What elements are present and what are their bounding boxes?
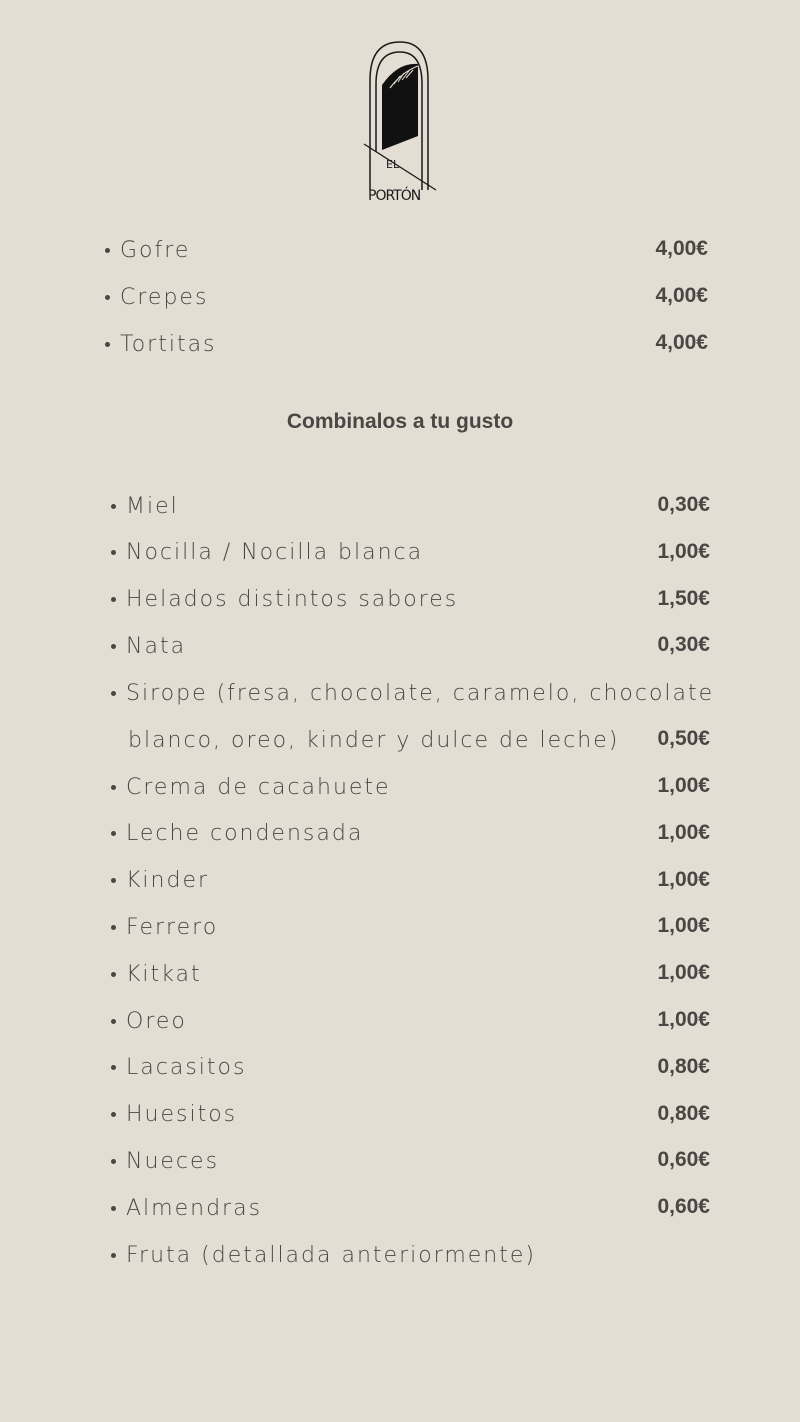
topping-item — [111, 912, 218, 942]
svg-text:EL: EL — [386, 158, 400, 171]
item-name: Ferrero — [126, 914, 219, 940]
item-name: Nocilla / Nocilla blanca — [126, 540, 424, 566]
bullet-icon — [105, 295, 110, 300]
base-item — [105, 235, 190, 265]
bullet-icon — [111, 1112, 116, 1117]
base-item — [105, 282, 208, 312]
item-price: 1,00€ — [657, 914, 710, 938]
bullet-icon — [111, 831, 116, 836]
bullet-icon — [111, 1253, 116, 1258]
bullet-icon — [111, 878, 116, 883]
item-price: 0,80€ — [657, 1101, 710, 1125]
bullet-icon — [111, 785, 116, 790]
bullet-icon — [111, 644, 116, 649]
item-price: 1,00€ — [657, 774, 710, 797]
topping-item — [111, 1146, 219, 1176]
bullet-icon — [111, 691, 116, 696]
item-price: 4,00€ — [655, 284, 708, 307]
item-name: Miel — [126, 493, 179, 519]
bullet-icon — [111, 925, 116, 930]
item-name: Kinder — [126, 868, 210, 894]
base-item — [105, 329, 217, 359]
item-price: 1,00€ — [657, 1008, 710, 1031]
item-price: 4,00€ — [655, 331, 708, 354]
item-price: 0,30€ — [657, 493, 710, 516]
item-name: blanco, oreo, kinder y dulce de leche) — [128, 727, 620, 753]
item-name: Almendras — [126, 1195, 263, 1221]
item-name: Crema de cacahuete — [126, 774, 391, 800]
item-name: Huesitos — [126, 1102, 238, 1128]
item-name: Leche condensada — [126, 821, 364, 847]
topping-item — [111, 678, 714, 708]
bullet-icon — [111, 1159, 116, 1164]
bullet-icon — [111, 550, 116, 555]
item-name: Tortitas — [120, 331, 217, 357]
item-name: Fruta (detallada anteriormente) — [126, 1242, 536, 1268]
bullet-icon — [111, 1206, 116, 1211]
topping-item — [111, 491, 179, 521]
topping-item — [111, 1053, 246, 1083]
item-price: 1,00€ — [657, 961, 710, 985]
el-porton-logo — [362, 40, 438, 204]
item-price: 0,60€ — [657, 1195, 710, 1219]
item-price: 0,50€ — [657, 727, 710, 751]
item-name: Nata — [126, 633, 187, 659]
bullet-icon — [111, 597, 116, 602]
bullet-icon — [105, 342, 110, 347]
item-name: Nueces — [126, 1148, 220, 1174]
item-name: Gofre — [120, 237, 191, 263]
item-price: 0,30€ — [657, 633, 710, 657]
item-name: Sirope (fresa, chocolate, caramelo, chocolate — [126, 680, 715, 706]
topping-item — [111, 1193, 262, 1223]
item-name: Crepes — [120, 284, 209, 310]
topping-item — [111, 866, 209, 896]
topping-item — [111, 1100, 237, 1130]
topping-item — [111, 959, 202, 989]
item-price: 4,00€ — [655, 237, 708, 260]
topping-item-continuation — [128, 725, 619, 755]
item-name: Kitkat — [126, 961, 202, 987]
topping-item — [111, 1240, 536, 1270]
item-price: 0,80€ — [657, 1054, 710, 1078]
topping-item — [111, 819, 363, 849]
svg-text:PORTÓN: PORTÓN — [368, 188, 421, 204]
item-price: 1,00€ — [657, 539, 710, 563]
item-price: 1,00€ — [657, 820, 710, 844]
bullet-icon — [111, 1019, 116, 1024]
bullet-icon — [111, 504, 116, 509]
bullet-icon — [105, 248, 110, 253]
item-name: Helados distintos sabores — [126, 587, 459, 613]
item-price: 0,60€ — [657, 1148, 710, 1172]
topping-item — [111, 772, 391, 802]
topping-item — [111, 585, 458, 615]
bullet-icon — [111, 1065, 116, 1070]
item-price: 1,00€ — [657, 867, 710, 891]
bullet-icon — [111, 972, 116, 977]
topping-item — [111, 631, 186, 661]
topping-item — [111, 538, 423, 568]
item-name: Lacasitos — [126, 1055, 247, 1081]
item-name: Oreo — [126, 1008, 187, 1034]
item-price: 1,50€ — [657, 586, 710, 610]
topping-item — [111, 1006, 187, 1036]
section-title: Combinalos a tu gusto — [286, 410, 514, 433]
